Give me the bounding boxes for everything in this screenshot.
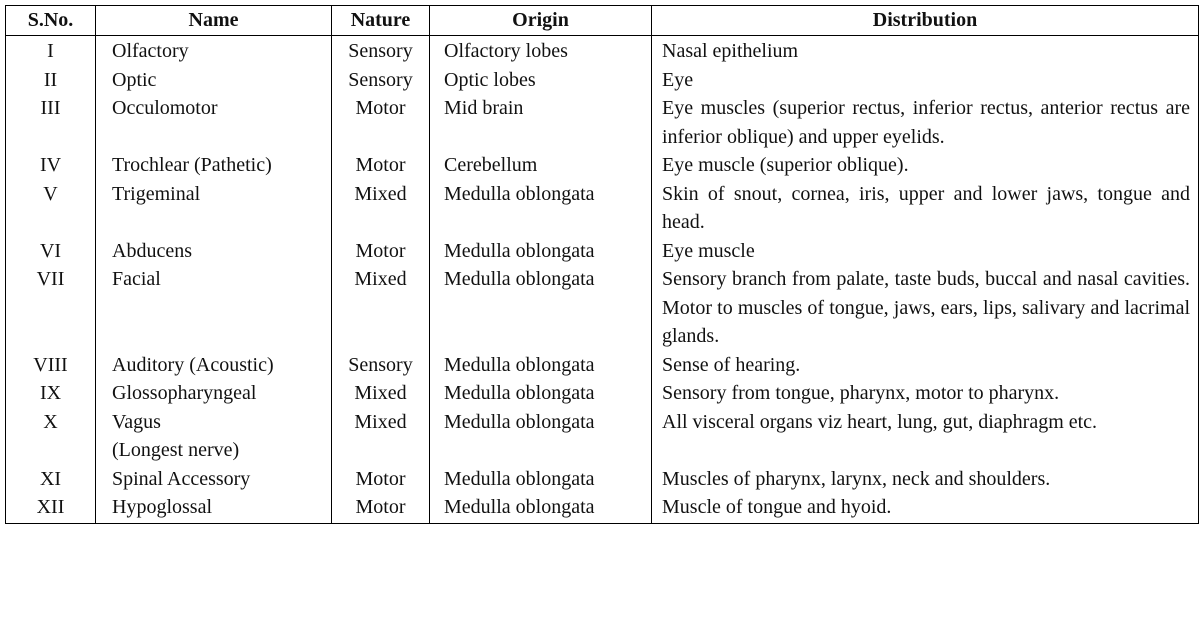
nerve-name: Trochlear (Pathetic): [112, 154, 272, 176]
cell-sno: XII: [6, 493, 96, 523]
cell-distribution: Eye muscle: [652, 237, 1199, 266]
header-name: Name: [96, 6, 332, 36]
nerve-name: Auditory (Acoustic): [112, 353, 274, 376]
cell-origin: Medulla oblongata: [430, 379, 652, 408]
table-row: [6, 408, 1199, 465]
cell-nature: Sensory: [332, 66, 430, 95]
nerve-name: Glossopharyngeal: [112, 382, 257, 404]
cell-sno: X: [6, 408, 96, 465]
cell-sno: I: [6, 36, 96, 66]
cell-distribution: Sense of hearing.: [652, 351, 1199, 380]
cell-origin: Medulla oblongata: [430, 237, 652, 266]
cell-origin: Optic lobes: [430, 66, 652, 95]
nerve-name: Spinal Accessory: [112, 467, 251, 490]
cell-distribution: Nasal epithelium: [652, 36, 1199, 66]
cell-name: [96, 351, 332, 380]
cell-origin: Mid brain: [430, 94, 652, 151]
cell-distribution: Eye muscles (superior rectus, inferior rectus, anterior rectus are inferior oblique) and upper eyelids.: [652, 94, 1199, 151]
table-row: [6, 465, 1199, 494]
nerve-name: Hypoglossal: [112, 496, 212, 518]
cell-distribution: Eye: [652, 66, 1199, 95]
cell-nature: Motor: [332, 237, 430, 266]
cell-nature: Mixed: [332, 180, 430, 237]
nerve-name: Vagus: [112, 410, 161, 433]
cell-name: [96, 465, 332, 494]
cell-origin: Olfactory lobes: [430, 36, 652, 66]
cell-sno: IX: [6, 379, 96, 408]
cell-distribution: Sensory from tongue, pharynx, motor to pharynx.: [652, 379, 1199, 408]
cell-sno: II: [6, 66, 96, 95]
table-row: [6, 265, 1199, 351]
cell-name: [96, 237, 332, 266]
header-nature: Nature: [332, 6, 430, 36]
cell-origin: Medulla oblongata: [430, 180, 652, 237]
cell-sno: XI: [6, 465, 96, 494]
header-sno: S.No.: [6, 6, 96, 36]
nerve-name: Trigeminal: [112, 182, 201, 205]
cell-name: [96, 493, 332, 523]
nerve-name: Optic: [112, 68, 157, 91]
cell-origin: Medulla oblongata: [430, 493, 652, 523]
table-row: [6, 351, 1199, 380]
cell-nature: Motor: [332, 465, 430, 494]
cell-name: [96, 151, 332, 180]
cell-nature: Motor: [332, 493, 430, 523]
table-row: [6, 180, 1199, 237]
table-body: [6, 36, 1199, 524]
table-row: [6, 94, 1199, 151]
table-row: [6, 379, 1199, 408]
cell-nature: Sensory: [332, 351, 430, 380]
cell-name: [96, 408, 332, 465]
cell-distribution: Muscle of tongue and hyoid.: [652, 493, 1199, 523]
cell-origin: Medulla oblongata: [430, 408, 652, 465]
cell-origin: Medulla oblongata: [430, 465, 652, 494]
cell-name: [96, 265, 332, 351]
cell-distribution: Skin of snout, cornea, iris, upper and lower jaws, tongue and head.: [652, 180, 1199, 237]
table-row: [6, 151, 1199, 180]
cell-origin: Medulla oblongata: [430, 265, 652, 351]
cell-distribution: All visceral organs viz heart, lung, gut, diaphragm etc.: [652, 408, 1199, 465]
header-distribution: Distribution: [652, 6, 1199, 36]
cell-nature: Motor: [332, 94, 430, 151]
cell-distribution: Muscles of pharynx, larynx, neck and shoulders.: [652, 465, 1199, 494]
cell-origin: Cerebellum: [430, 151, 652, 180]
nerve-name: Olfactory: [112, 40, 189, 62]
cell-name: [96, 379, 332, 408]
nerve-name-note: (Longest nerve): [112, 439, 240, 461]
cell-sno: IV: [6, 151, 96, 180]
cell-sno: VIII: [6, 351, 96, 380]
cell-nature: Mixed: [332, 379, 430, 408]
cranial-nerves-table: [5, 5, 1199, 524]
cell-name: [96, 94, 332, 151]
cell-nature: Mixed: [332, 265, 430, 351]
cell-distribution: Eye muscle (superior oblique).: [652, 151, 1199, 180]
table-row: [6, 237, 1199, 266]
table-row: [6, 493, 1199, 523]
nerve-name: Occulomotor: [112, 97, 218, 119]
cell-origin: Medulla oblongata: [430, 351, 652, 380]
cell-sno: VII: [6, 265, 96, 351]
table-row: [6, 66, 1199, 95]
cranial-nerves-table-container: [5, 5, 1198, 524]
cell-nature: Mixed: [332, 408, 430, 465]
cell-distribution: Sensory branch from palate, taste buds, buccal and nasal cavities. Motor to muscles of tongue, jaws, ears, lips, salivary and lacrimal glands.: [652, 265, 1199, 351]
table-header-row: [6, 6, 1199, 36]
cell-sno: VI: [6, 237, 96, 266]
cell-name: [96, 180, 332, 237]
nerve-name: Abducens: [112, 239, 192, 262]
cell-name: [96, 36, 332, 66]
cell-nature: Motor: [332, 151, 430, 180]
nerve-name: Facial: [112, 268, 161, 290]
table-row: [6, 36, 1199, 66]
cell-sno: III: [6, 94, 96, 151]
cell-name: [96, 66, 332, 95]
cell-sno: V: [6, 180, 96, 237]
header-origin: Origin: [430, 6, 652, 36]
cell-nature: Sensory: [332, 36, 430, 66]
